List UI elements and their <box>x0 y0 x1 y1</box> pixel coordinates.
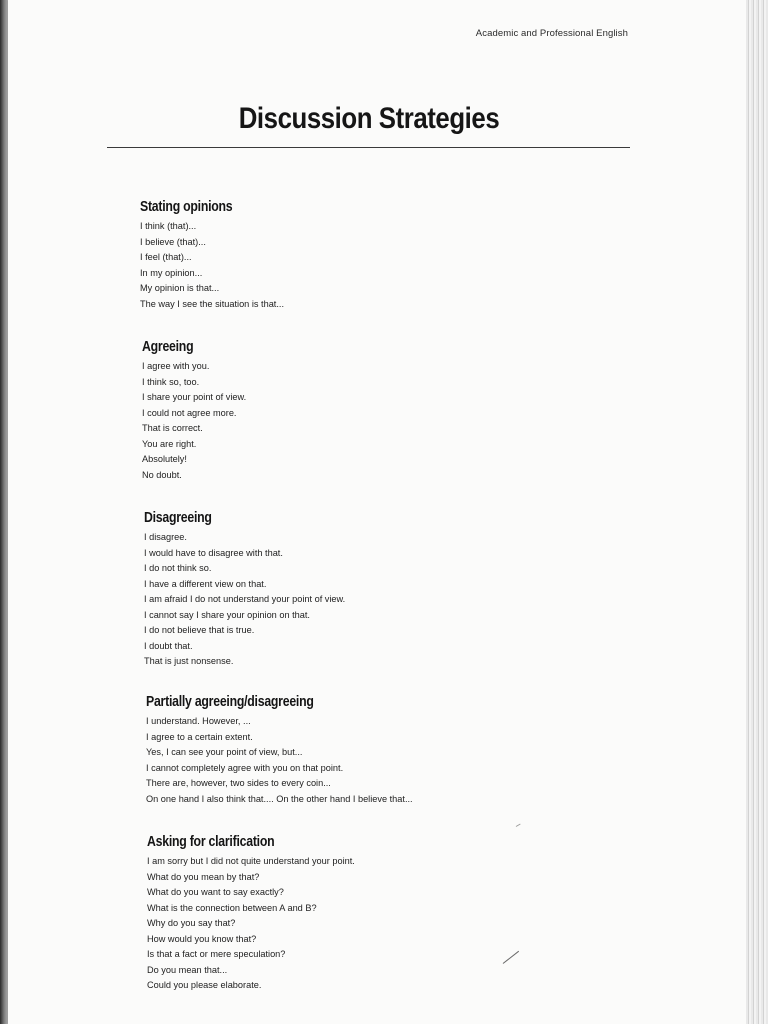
list-item: What do you want to say exactly? <box>147 887 284 897</box>
list-item: No doubt. <box>142 469 182 480</box>
list-item: Is that a fact or mere speculation? <box>147 949 286 959</box>
list-item: I cannot say I share your opinion on that. <box>144 609 310 620</box>
list-item: I am sorry but I did not quite understand your point. <box>147 856 355 866</box>
page-stack-edge <box>746 0 768 1024</box>
list-item: Absolutely! <box>142 454 187 464</box>
phrase-list <box>144 530 345 670</box>
list-item: How would you know that? <box>147 933 257 944</box>
phrase-list <box>140 219 284 312</box>
list-item: I do not believe that is true. <box>144 625 255 635</box>
list-item: What do you mean by that? <box>147 871 260 882</box>
list-item: The way I see the situation is that... <box>140 298 285 309</box>
list-item: I cannot completely agree with you on that point. <box>146 762 344 773</box>
page-title: Discussion Strategies <box>238 102 500 135</box>
section-heading: Stating opinions <box>140 198 233 215</box>
list-item: I agree with you. <box>142 361 210 371</box>
list-item: You are right. <box>142 438 197 449</box>
list-item: I agree to a certain extent. <box>146 731 253 742</box>
list-item: I understand. However, ... <box>146 716 251 726</box>
list-item: On one hand I also think that.... On the other hand I believe that... <box>146 793 413 804</box>
section-disagreeing <box>144 509 345 670</box>
list-item: Do you mean that... <box>147 964 228 975</box>
list-item: Why do you say that? <box>147 918 236 928</box>
section-heading: Asking for clarification <box>147 833 275 850</box>
list-item: I do not think so. <box>144 563 212 573</box>
phrase-list <box>142 359 246 483</box>
list-item: Could you please elaborate. <box>147 980 262 990</box>
document-page <box>8 0 746 1024</box>
list-item: I feel (that)... <box>140 252 192 262</box>
list-item: I could not agree more. <box>142 407 237 418</box>
section-partially-agreeing <box>146 693 413 807</box>
section-heading: Partially agreeing/disagreeing <box>146 693 314 710</box>
list-item: I disagree. <box>144 532 187 542</box>
list-item: I have a different view on that. <box>144 578 267 589</box>
section-asking-clarification <box>147 833 355 994</box>
list-item: Yes, I can see your point of view, but... <box>146 747 303 757</box>
section-heading: Disagreeing <box>144 509 212 526</box>
list-item: I share your point of view. <box>142 392 247 402</box>
list-item: I believe (that)... <box>140 236 206 247</box>
list-item: I am afraid I do not understand your point of view. <box>144 594 346 604</box>
section-stating-opinions <box>140 198 284 312</box>
list-item: In my opinion... <box>140 267 203 278</box>
list-item: That is correct. <box>142 423 203 433</box>
list-item: I think (that)... <box>140 221 197 231</box>
list-item: My opinion is that... <box>140 283 220 293</box>
list-item: What is the connection between A and B? <box>147 902 317 913</box>
section-agreeing <box>142 338 246 483</box>
running-header: Academic and Professional English <box>475 28 628 39</box>
list-item: I think so, too. <box>142 376 200 387</box>
list-item: I would have to disagree with that. <box>144 547 283 558</box>
list-item: That is just nonsense. <box>144 656 234 666</box>
phrase-list <box>146 714 413 807</box>
phrase-list <box>147 854 355 994</box>
list-item: There are, however, two sides to every coin... <box>146 778 331 788</box>
title-rule <box>107 147 630 148</box>
section-heading: Agreeing <box>142 338 194 355</box>
list-item: I doubt that. <box>144 640 193 651</box>
